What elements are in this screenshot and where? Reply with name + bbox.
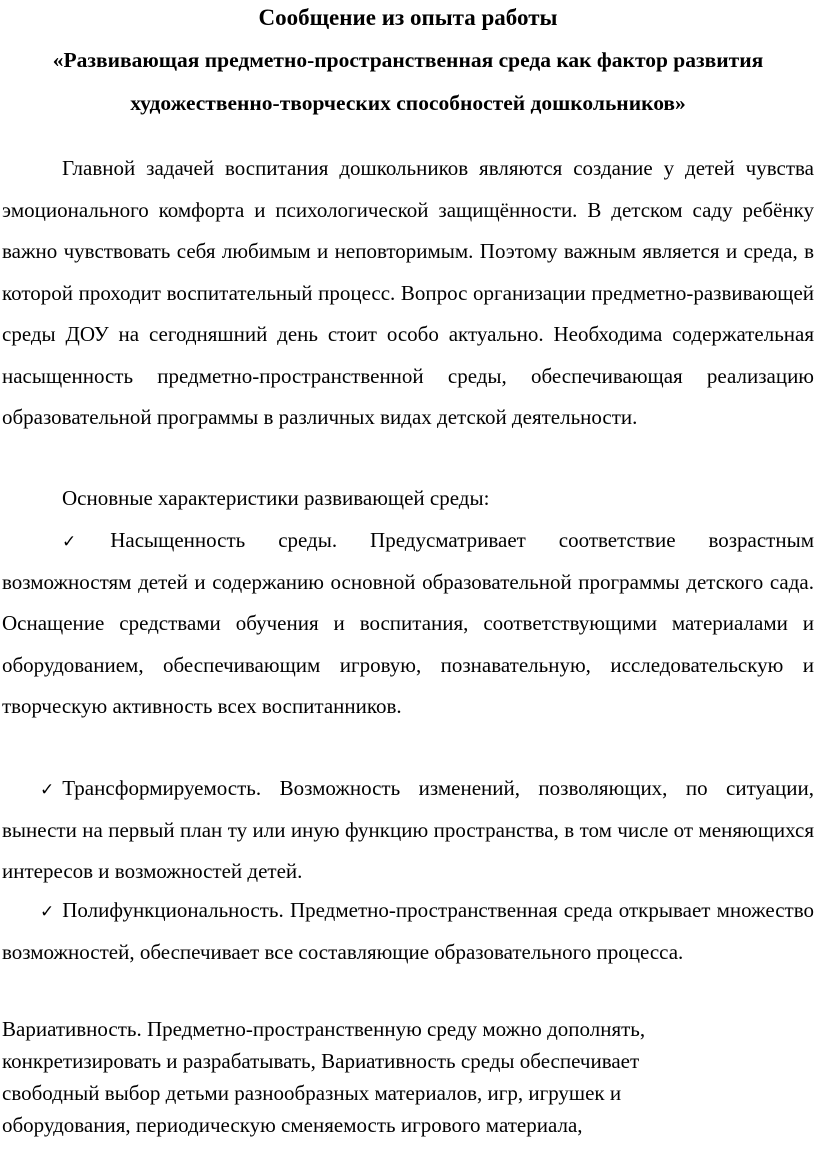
variability-paragraph [2,1013,814,1141]
list-item-text: Трансформируемость. Возможность изменений, позволяющих, по ситуации, вынести на первый план ту или иную функцию пространства, в том числе от меняющихся интересов и возможностей детей. [2,776,814,883]
list-item-text: Насыщенность среды. Предусматривает соответствие возрастным возможностям детей и содержанию основной образовательной программы детского сада. Оснащение средствами обучения и воспитания, соответствующими материалами и оборудованием, обеспечивающим игровую, познавательную, исследовательскую и творческую активность всех воспитанников. [2,528,814,718]
subtitle-line-2: художественно-творческих способностей дошкольников» [130,91,686,115]
list-item [2,520,814,728]
list-item [2,890,814,973]
checkmark-icon: ✓ [62,532,77,552]
page-title: Сообщение из опыта работы [258,5,558,30]
paragraph-line: свободный выбор детьми разнообразных материалов, игр, игрушек и [2,1081,622,1105]
intro-paragraph: Главной задачей воспитания дошкольников являются создание у детей чувства эмоционального комфорта и психологической защищённости. В детском саду ребёнку важно чувствовать себя любимым и неповторимым. Поэтому важным является и среда, в которой проходит воспитательный процесс. Вопрос организации предметно-развивающей среды ДОУ на сегодняшний день стоит особо актуально. Необходима содержательная насыщенность предметно-пространственной среды, обеспечивающая реализацию образовательной программы в различных видах детской деятельности. [2,156,814,429]
paragraph-line: конкретизировать и разрабатывать, Вариативность среды обеспечивает [2,1049,640,1073]
list-item [2,768,814,893]
checkmark-icon: ✓ [40,902,55,922]
characteristics-heading: Основные характеристики развивающей среды: [62,486,490,510]
list-item-text: Полифункциональность. Предметно-пространственная среда открывает множество возможностей, обеспечивает все составляющие образовательного процесса. [2,898,814,964]
paragraph-line: Вариативность. Предметно-пространственную среду можно дополнять, [2,1017,646,1041]
paragraph-line: оборудования, периодическую сменяемость игрового материала, [2,1113,583,1137]
checkmark-icon: ✓ [40,780,55,800]
subtitle-line-1: «Развивающая предметно-пространственная среда как фактор развития [52,48,764,72]
